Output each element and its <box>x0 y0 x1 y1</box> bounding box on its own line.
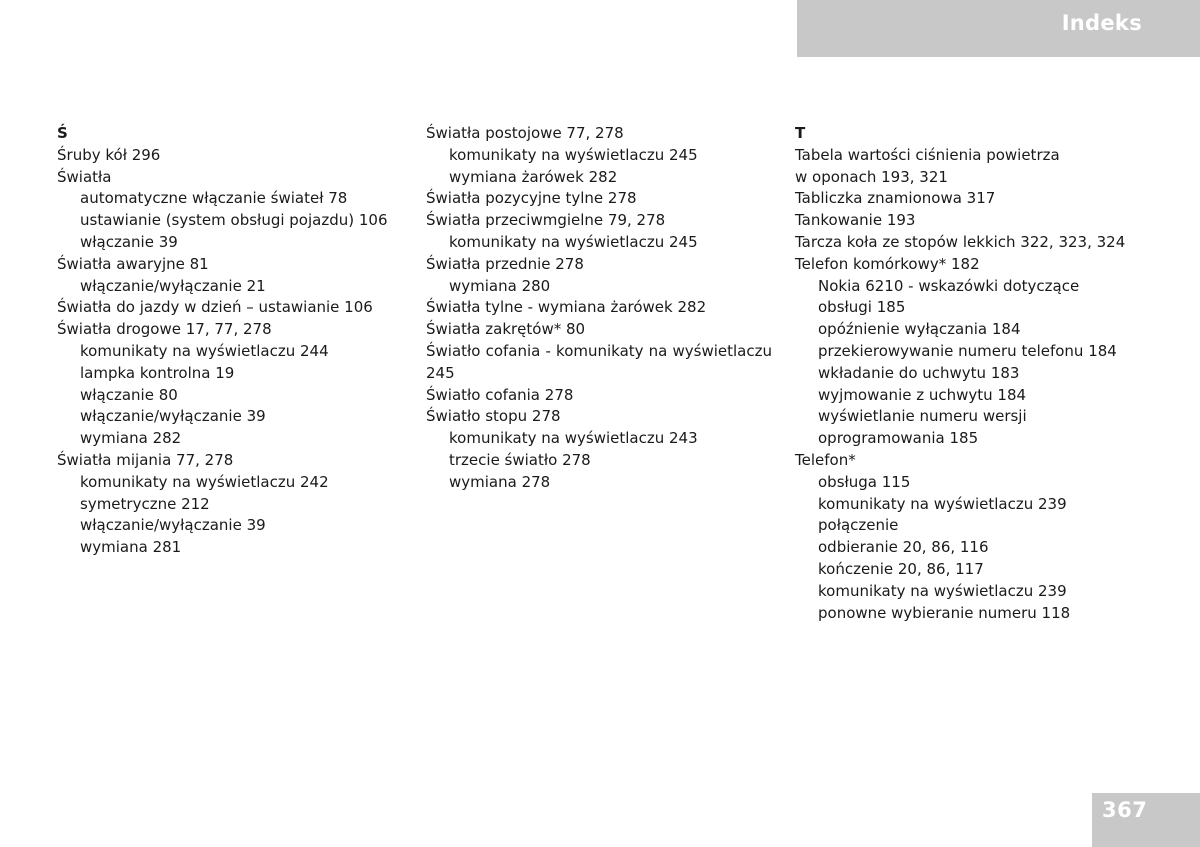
index-entry: ponowne wybieranie numeru 118 <box>818 603 1071 622</box>
index-entry: wymiana 281 <box>80 538 182 557</box>
index-entry: automatyczne włączanie świateł 78 <box>80 189 348 208</box>
index-entry: w oponach 193, 321 <box>795 167 948 186</box>
index-entry: komunikaty na wyświetlaczu 239 <box>818 494 1067 513</box>
index-letter-heading: T <box>795 124 806 142</box>
index-entry: Światła przednie 278 <box>426 254 584 273</box>
index-entry: komunikaty na wyświetlaczu 244 <box>80 341 329 360</box>
index-entry: włączanie/wyłączanie 39 <box>80 407 266 426</box>
header-tab <box>797 0 1200 57</box>
index-entry: Światła tylne - wymiana żarówek 282 <box>426 298 707 317</box>
index-entry: Tabliczka znamionowa 317 <box>795 189 996 208</box>
index-entry: Telefon komórkowy* 182 <box>795 254 980 273</box>
index-entry: Światła pozycyjne tylne 278 <box>426 189 637 208</box>
index-entry: Światło cofania 278 <box>426 385 574 404</box>
index-entry: włączanie/wyłączanie 21 <box>80 276 266 295</box>
index-entry: przekierowywanie numeru telefonu 184 <box>818 341 1117 360</box>
index-entry: Tarcza koła ze stopów lekkich 322, 323, 324 <box>795 232 1126 251</box>
index-entry: Telefon* <box>795 450 856 469</box>
index-entry: kończenie 20, 86, 117 <box>818 559 984 578</box>
index-entry: komunikaty na wyświetlaczu 245 <box>449 232 698 251</box>
page-number-box <box>1092 793 1200 847</box>
index-entry: trzecie światło 278 <box>449 450 591 469</box>
index-entry: wymiana żarówek 282 <box>449 167 618 186</box>
index-entry: wkładanie do uchwytu 183 <box>818 363 1020 382</box>
index-entry: Światła zakrętów* 80 <box>426 320 586 339</box>
index-entry: Światła <box>57 167 112 186</box>
index-entry: 245 <box>426 363 455 382</box>
index-entry: Tankowanie 193 <box>795 211 916 230</box>
index-entry: Śruby kół 296 <box>57 145 161 164</box>
index-entry: obsługi 185 <box>818 298 906 317</box>
index-entry: włączanie 39 <box>80 232 178 251</box>
index-entry: wymiana 280 <box>449 276 551 295</box>
index-entry: ustawianie (system obsługi pojazdu) 106 <box>80 211 388 230</box>
index-entry: Światło cofania - komunikaty na wyświetlaczu <box>426 341 772 360</box>
index-entry: Światła mijania 77, 278 <box>57 450 234 469</box>
index-entry: komunikaty na wyświetlaczu 245 <box>449 145 698 164</box>
index-entry: komunikaty na wyświetlaczu 243 <box>449 429 698 448</box>
index-entry: komunikaty na wyświetlaczu 239 <box>818 581 1067 600</box>
index-entry: opóźnienie wyłączania 184 <box>818 320 1021 339</box>
index-letter-heading: Ś <box>57 124 68 142</box>
index-entry: obsługa 115 <box>818 472 911 491</box>
index-entry: wymiana 278 <box>449 472 551 491</box>
index-entry: Światła do jazdy w dzień – ustawianie 106 <box>57 298 373 317</box>
index-entry: wymiana 282 <box>80 429 182 448</box>
index-entry: Tabela wartości ciśnienia powietrza <box>795 145 1060 164</box>
index-entry: Światła postojowe 77, 278 <box>426 124 624 142</box>
index-entry: komunikaty na wyświetlaczu 242 <box>80 472 329 491</box>
index-entry: włączanie 80 <box>80 385 178 404</box>
index-entry: włączanie/wyłączanie 39 <box>80 516 266 535</box>
section-title: Indeks <box>1061 11 1142 35</box>
index-entry: połączenie <box>818 516 899 535</box>
index-entry: wyjmowanie z uchwytu 184 <box>818 385 1027 404</box>
index-column-1 <box>57 123 407 559</box>
index-entry: symetryczne 212 <box>80 494 210 513</box>
index-entry: wyświetlanie numeru wersji <box>818 407 1027 426</box>
page-number: 367 <box>1102 798 1148 822</box>
index-entry: odbieranie 20, 86, 116 <box>818 538 989 557</box>
index-entry: Światła drogowe 17, 77, 278 <box>57 320 272 339</box>
index-column-2 <box>426 123 776 494</box>
index-entry: Nokia 6210 - wskazówki dotyczące <box>818 276 1080 295</box>
index-entry: Światła przeciwmgielne 79, 278 <box>426 211 666 230</box>
index-entry: Światła awaryjne 81 <box>57 254 209 273</box>
index-entry: Światło stopu 278 <box>426 407 561 426</box>
index-entry: lampka kontrolna 19 <box>80 363 235 382</box>
index-entry: oprogramowania 185 <box>818 429 979 448</box>
index-column-3 <box>795 123 1145 624</box>
